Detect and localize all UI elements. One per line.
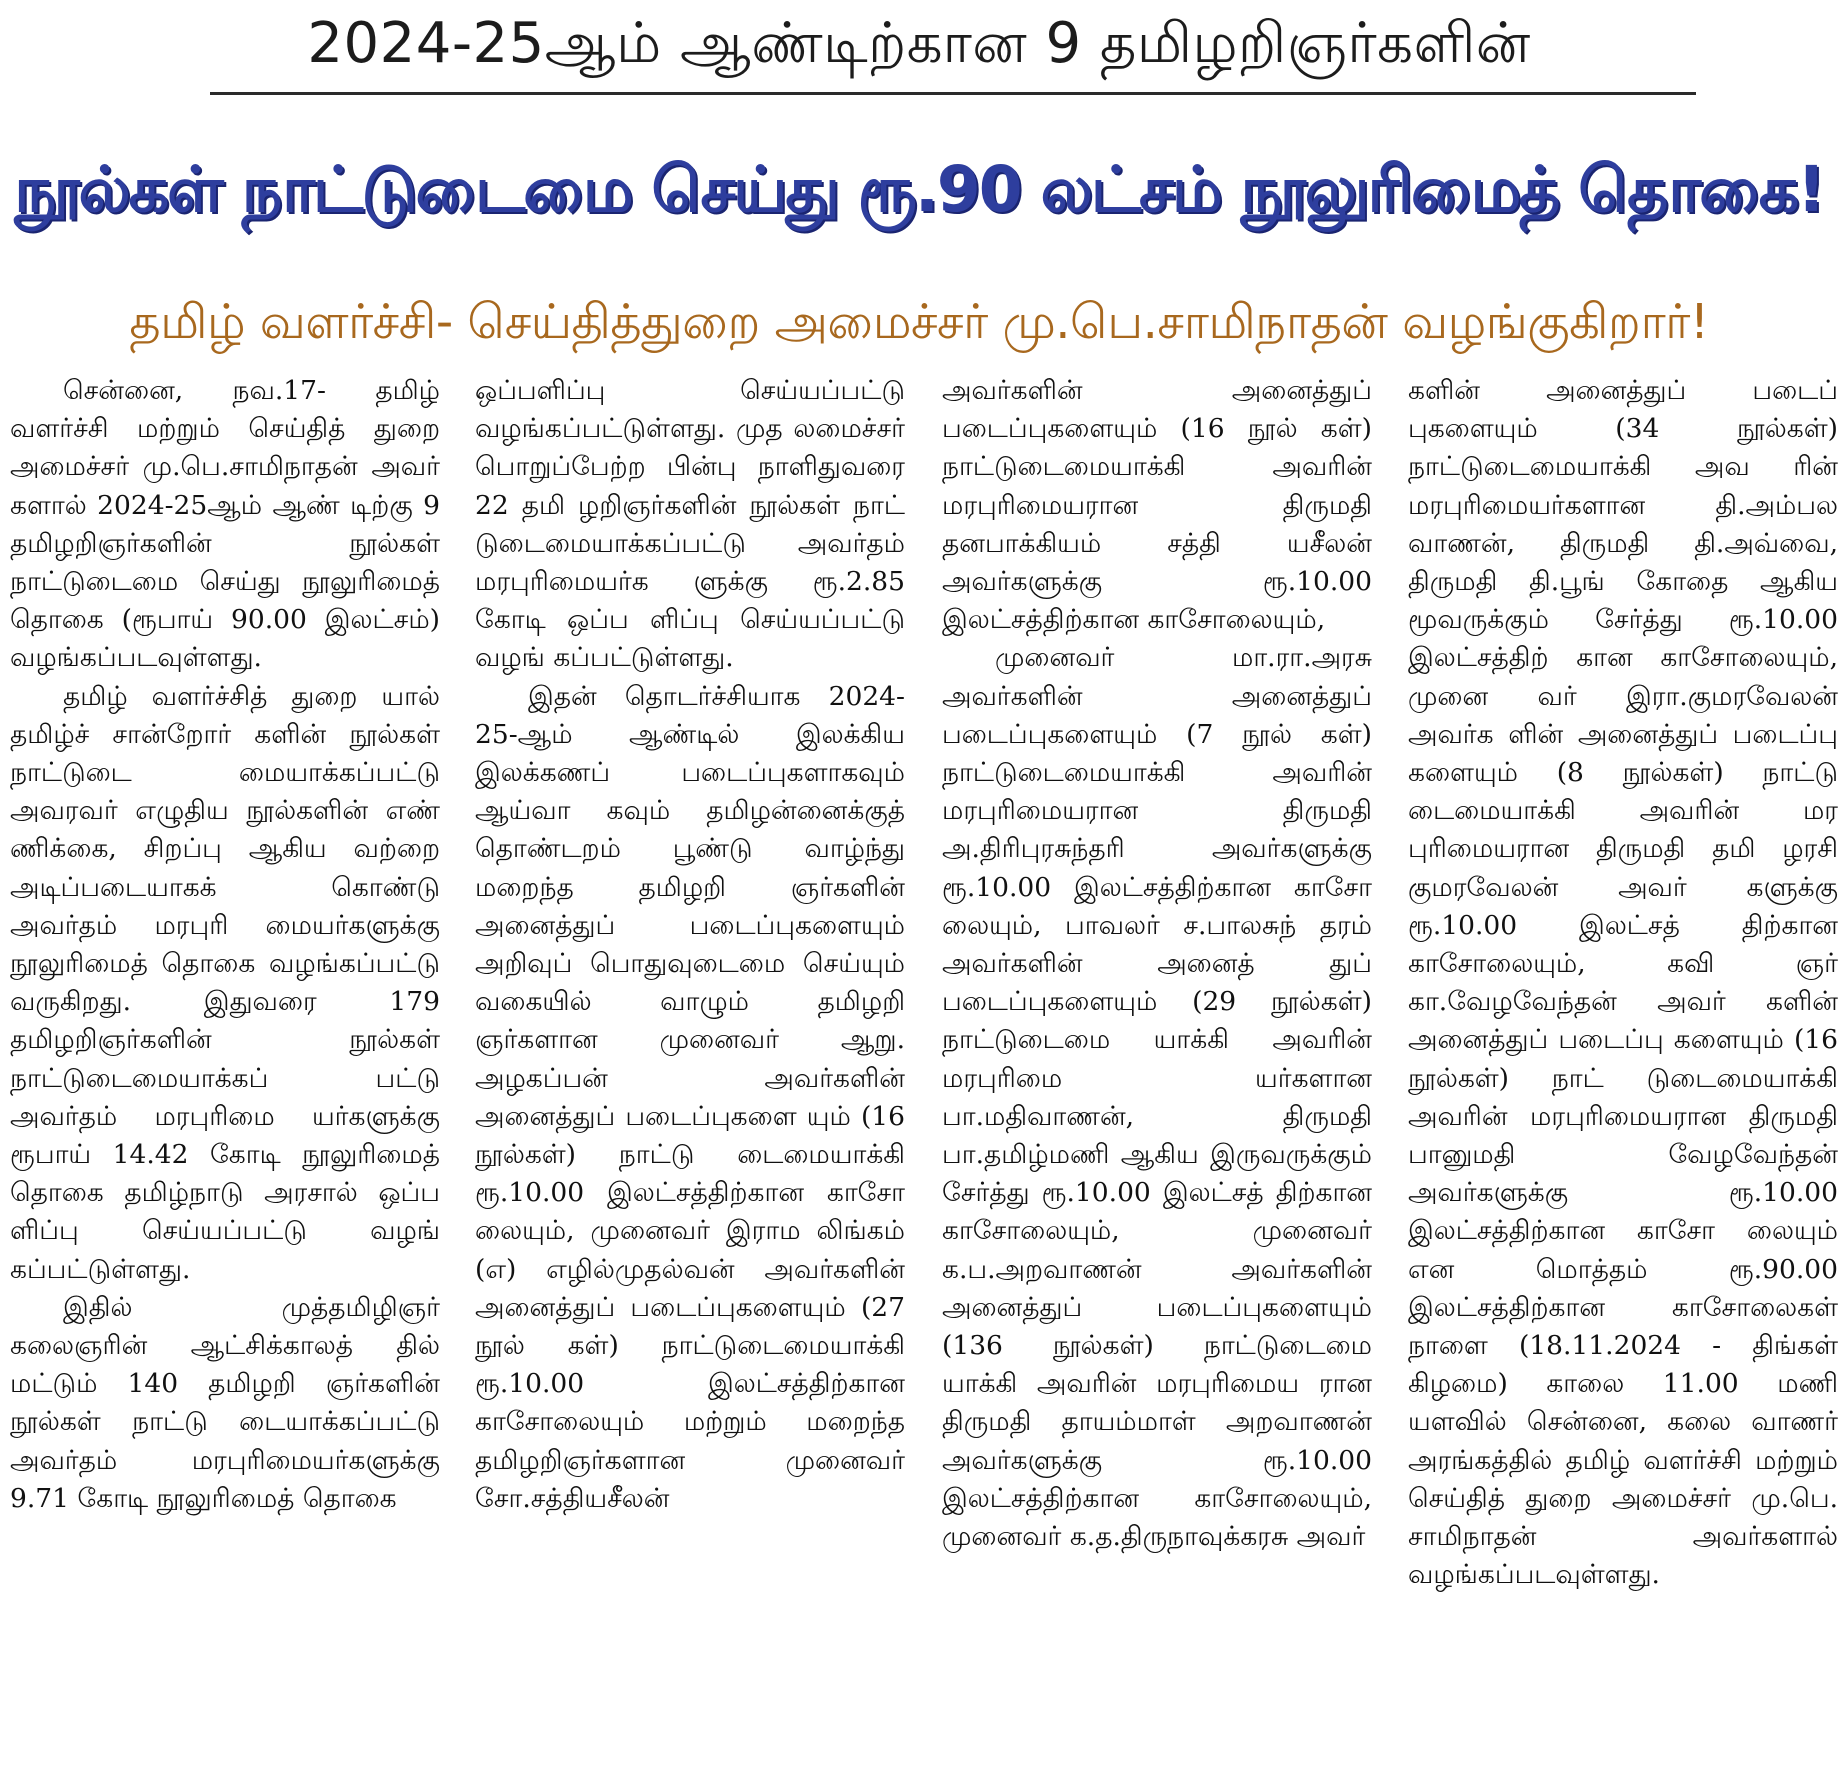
paragraph: இதன் தொடர்ச்சியாக 2024-25-ஆம் ஆண்டில் இலக்கிய இலக்கணப் படைப்புகளாகவும் ஆய்வா கவும் தமிழன்னைக்குத் தொண்டறம் பூண்டு வாழ்ந்து மறைந்த தமிழறி ஞர்களின் அனைத்துப் படைப்புகளையும் அறிவுப் பொதுவுடைமை செய்யும் வகையில் வாழும் தமிழறி ஞர்களான முனைவர் ஆறு. அழகப்பன் அவர்களின் அனைத்துப் படைப்புகளை யும் (16 நூல்கள்) நாட்டு டைமையாக்கி ரூ.10.00 இலட்சத்திற்கான காசோ லையும், முனைவர் இராம லிங்கம் (எ) எழில்முதல்வன் அவர்களின் அனைத்துப் படைப்புகளையும் (27 நூல் கள்) நாட்டுடைமையாக்கி ரூ.10.00 இலட்சத்திற்கான காசோலையும் மற்றும் மறைந்த தமிழறிஞர்களான முனைவர் சோ.சத்தியசீலன் xyxy=(475,680,905,1514)
paragraph: சென்னை, நவ.17- தமிழ் வளர்ச்சி மற்றும் செய்தித் துறை அமைச்சர் மு.பெ.சாமிநாதன் அவர் களால் 2024-25ஆம் ஆண் டிற்கு 9 தமிழறிஞர்களின் நூல்கள் நாட்டுடைமை செய்து நூலுரிமைத் தொகை (ரூபாய் 90.00 இலட்சம்) வழங்கப்படவுள்ளது. xyxy=(10,375,440,674)
paragraph: தமிழ் வளர்ச்சித் துறை யால் தமிழ்ச் சான்றோர் களின் நூல்கள் நாட்டுடை மையாக்கப்பட்டு அவரவர் எழுதிய நூல்களின் எண் ணிக்கை, சிறப்பு ஆகிய வற்றை அடிப்படையாகக் கொண்டு அவர்தம் மரபுரி மையர்களுக்கு நூலுரிமைத் தொகை வழங்கப்பட்டு வருகிறது. இதுவரை 179 தமிழறிஞர்களின் நூல்கள் நாட்டுடைமையாக்கப் பட்டு அவர்தம் மரபுரிமை யர்களுக்கு ரூபாய் 14.42 கோடி நூலுரிமைத் தொகை தமிழ்நாடு அரசால் ஒப்ப ளிப்பு செய்யப்பட்டு வழங் கப்பட்டுள்ளது. xyxy=(10,680,440,1285)
paragraph: முனைவர் மா.ரா.அரசு அவர்களின் அனைத்துப் படைப்புகளையும் (7 நூல் கள்) நாட்டுடைமையாக்கி அவரின் மரபுரிமையரான திருமதி அ.திரிபுரசுந்தரி அவர்களுக்கு ரூ.10.00 இலட்சத்திற்கான காசோ லையும், பாவலர் ச.பாலசுந் தரம் அவர்களின் அனைத் துப் படைப்புகளையும் (29 நூல்கள்) நாட்டுடைமை யாக்கி அவரின் மரபுரிமை யர்களான பா.மதிவாணன், திருமதி பா.தமிழ்மணி ஆகிய இருவருக்கும் சேர்த்து ரூ.10.00 இலட்சத் திற்கான காசோலையும், முனைவர் க.ப.அறவாணன் அவர்களின் அனைத்துப் படைப்புகளையும் (136 நூல்கள்) நாட்டுடைமை யாக்கி அவரின் மரபுரிமைய ரான திருமதி தாயம்மாள் அறவாணன் அவர்களுக்கு ரூ.10.00 இலட்சத்திற்கான காசோலையும், முனைவர் க.த.திருநாவுக்கரசு அவர் xyxy=(942,642,1372,1553)
headline-divider xyxy=(210,92,1696,95)
paragraph: அவர்களின் அனைத்துப் படைப்புகளையும் (16 நூல் கள்) நாட்டுடைமையாக்கி அவரின் மரபுரிமையரான திருமதி தனபாக்கியம் சத்தி யசீலன் அவர்களுக்கு ரூ.10.00 இலட்சத்திற்கான காசோலையும், xyxy=(942,375,1372,636)
paragraph: ஒப்பளிப்பு செய்யப்பட்டு வழங்கப்பட்டுள்ளது. முத லமைச்சர் பொறுப்பேற்ற பின்பு நாளிதுவரை 22 தமி ழறிஞர்களின் நூல்கள் நாட் டுடைமையாக்கப்பட்டு அவர்தம் மரபுரிமையர்க ளுக்கு ரூ.2.85 கோடி ஒப்ப ளிப்பு செய்யப்பட்டு வழங் கப்பட்டுள்ளது. xyxy=(475,375,905,674)
article-column-3 xyxy=(942,372,1372,1764)
paragraph: இதில் முத்தமிழிஞர் கலைஞரின் ஆட்சிக்காலத் தில் மட்டும் 140 தமிழறி ஞர்களின் நூல்கள் நாட்டு டையாக்கப்பட்டு அவர்தம் மரபுரிமையர்களுக்கு 9.71 கோடி நூலுரிமைத் தொகை xyxy=(10,1291,440,1514)
article-body xyxy=(10,372,1838,1764)
main-headline: நூல்கள் நாட்டுடைமை செய்து ரூ.90 லட்சம் நூலுரிமைத் தொகை! xyxy=(14,153,1824,226)
article-column-2 xyxy=(475,372,905,1764)
paragraph: களின் அனைத்துப் படைப் புகளையும் (34 நூல்கள்) நாட்டுடைமையாக்கி அவ ரின் மரபுரிமையர்களான தி.அம்பல வாணன், திருமதி தி.அவ்வை, திருமதி தி.பூங் கோதை ஆகிய மூவருக்கும் சேர்த்து ரூ.10.00 இலட்சத்திற் கான காசோலையும், முனை வர் இரா.குமரவேலன் அவர்க ளின் அனைத்துப் படைப்பு களையும் (8 நூல்கள்) நாட்டு டைமையாக்கி அவரின் மர புரிமையரான திருமதி தமி ழரசி குமரவேலன் அவர் களுக்கு ரூ.10.00 இலட்சத் திற்கான காசோலையும், கவி ஞர் கா.வேழவேந்தன் அவர் களின் அனைத்துப் படைப்பு களையும் (16 நூல்கள்) நாட் டுடைமையாக்கி அவரின் மரபுரிமையரான திருமதி பானுமதி வேழவேந்தன் அவர்களுக்கு ரூ.10.00 இலட்சத்திற்கான காசோ லையும் என மொத்தம் ரூ.90.00 இலட்சத்திற்கான காசோலைகள் நாளை (18.11.2024 - திங்கள் கிழமை) காலை 11.00 மணி யளவில் சென்னை, கலை வாணர் அரங்கத்தில் தமிழ் வளர்ச்சி மற்றும் செய்தித் துறை அமைச்சர் மு.பெ. சாமிநாதன் அவர்களால் வழங்கப்படவுள்ளது. xyxy=(1408,375,1838,1591)
article-column-1 xyxy=(10,372,440,1764)
kicker-headline: 2024-25ஆம் ஆண்டிற்கான 9 தமிழறிஞர்களின் xyxy=(307,11,1531,76)
article-column-4 xyxy=(1408,372,1838,1764)
subheadline: தமிழ் வளர்ச்சி- செய்தித்துறை அமைச்சர் மு.பெ.சாமிநாதன் வழங்குகிறார்! xyxy=(129,294,1709,350)
